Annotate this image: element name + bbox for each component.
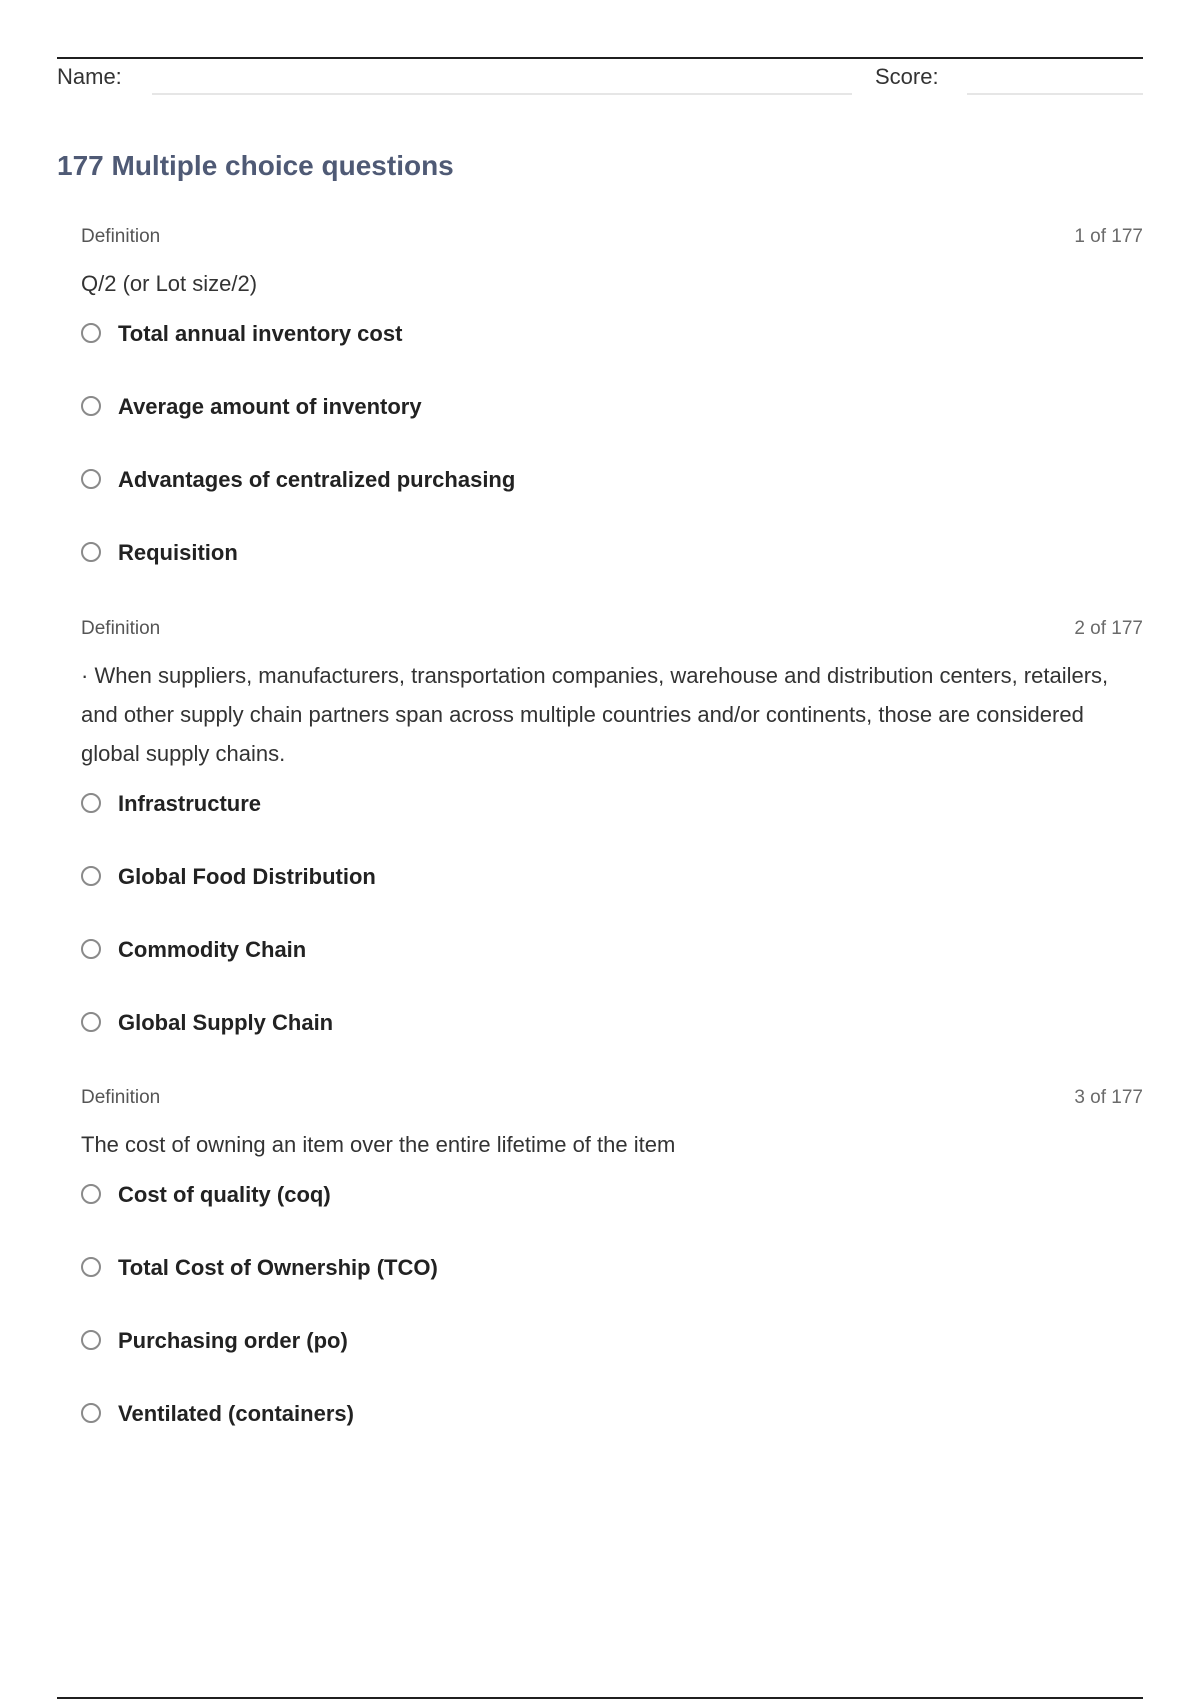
answer-option[interactable]	[81, 321, 1143, 394]
bottom-rule	[57, 1697, 1143, 1699]
name-input-line[interactable]	[152, 93, 852, 95]
answer-option[interactable]	[81, 540, 1143, 613]
answer-option[interactable]	[81, 937, 1143, 1010]
radio-button-icon[interactable]	[81, 1330, 101, 1350]
question-1	[81, 226, 1143, 613]
answer-option-label: Global Supply Chain	[118, 1010, 334, 1035]
name-score-header	[57, 62, 1143, 98]
answer-option-label: Total annual inventory cost	[118, 321, 403, 346]
score-label: Score:	[875, 64, 939, 89]
radio-button-icon[interactable]	[81, 939, 101, 959]
answer-option[interactable]	[81, 467, 1143, 540]
question-kind: Definition	[81, 1087, 161, 1108]
question-kind: Definition	[81, 226, 161, 247]
score-input-line[interactable]	[967, 93, 1143, 95]
question-text: The cost of owning an item over the entire lifetime of the item	[81, 1132, 676, 1157]
answer-options	[81, 321, 1143, 613]
answer-option[interactable]	[81, 1328, 1143, 1401]
question-text: Q/2 (or Lot size/2)	[81, 271, 258, 296]
answer-option-label: Total Cost of Ownership (TCO)	[118, 1255, 438, 1280]
answer-option-label: Advantages of centralized purchasing	[118, 467, 516, 492]
radio-button-icon[interactable]	[81, 542, 101, 562]
question-header	[81, 226, 1143, 254]
radio-button-icon[interactable]	[81, 469, 101, 489]
answer-option-label: Requisition	[118, 540, 238, 565]
answer-option-label: Infrastructure	[118, 791, 262, 816]
answer-option[interactable]	[81, 1255, 1143, 1328]
answer-option-label: Global Food Distribution	[118, 864, 376, 889]
question-counter: 3 of 177	[1074, 1087, 1143, 1108]
answer-option[interactable]	[81, 1010, 1143, 1083]
top-rule	[57, 57, 1143, 59]
answer-options	[81, 1182, 1143, 1474]
answer-option-label: Cost of quality (coq)	[118, 1182, 331, 1207]
answer-option[interactable]	[81, 791, 1143, 864]
question-2	[81, 618, 1143, 1083]
answer-option[interactable]	[81, 864, 1143, 937]
radio-button-icon[interactable]	[81, 396, 101, 416]
answer-option-label: Average amount of inventory	[118, 394, 422, 419]
answer-option[interactable]	[81, 394, 1143, 467]
answer-option-label: Purchasing order (po)	[118, 1328, 348, 1353]
question-counter: 1 of 177	[1074, 226, 1143, 247]
radio-button-icon[interactable]	[81, 793, 101, 813]
radio-button-icon[interactable]	[81, 1257, 101, 1277]
radio-button-icon[interactable]	[81, 1403, 101, 1423]
question-kind: Definition	[81, 618, 161, 639]
radio-button-icon[interactable]	[81, 866, 101, 886]
radio-button-icon[interactable]	[81, 323, 101, 343]
question-text: · When suppliers, manufacturers, transportation companies, warehouse and distribution centers, retailers, and other supply chain partners span across multiple countries and/or continents, those are considered global supply chains.	[81, 663, 1109, 766]
question-counter: 2 of 177	[1074, 618, 1143, 639]
name-label: Name:	[57, 64, 122, 89]
question-header	[81, 618, 1143, 646]
answer-option[interactable]	[81, 1401, 1143, 1474]
answer-option[interactable]	[81, 1182, 1143, 1255]
answer-option-label: Commodity Chain	[118, 937, 307, 962]
answer-option-label: Ventilated (containers)	[118, 1401, 354, 1426]
question-header	[81, 1087, 1143, 1115]
question-3	[81, 1087, 1143, 1474]
radio-button-icon[interactable]	[81, 1012, 101, 1032]
radio-button-icon[interactable]	[81, 1184, 101, 1204]
answer-options	[81, 791, 1143, 1083]
page-title: 177 Multiple choice questions	[57, 150, 454, 181]
